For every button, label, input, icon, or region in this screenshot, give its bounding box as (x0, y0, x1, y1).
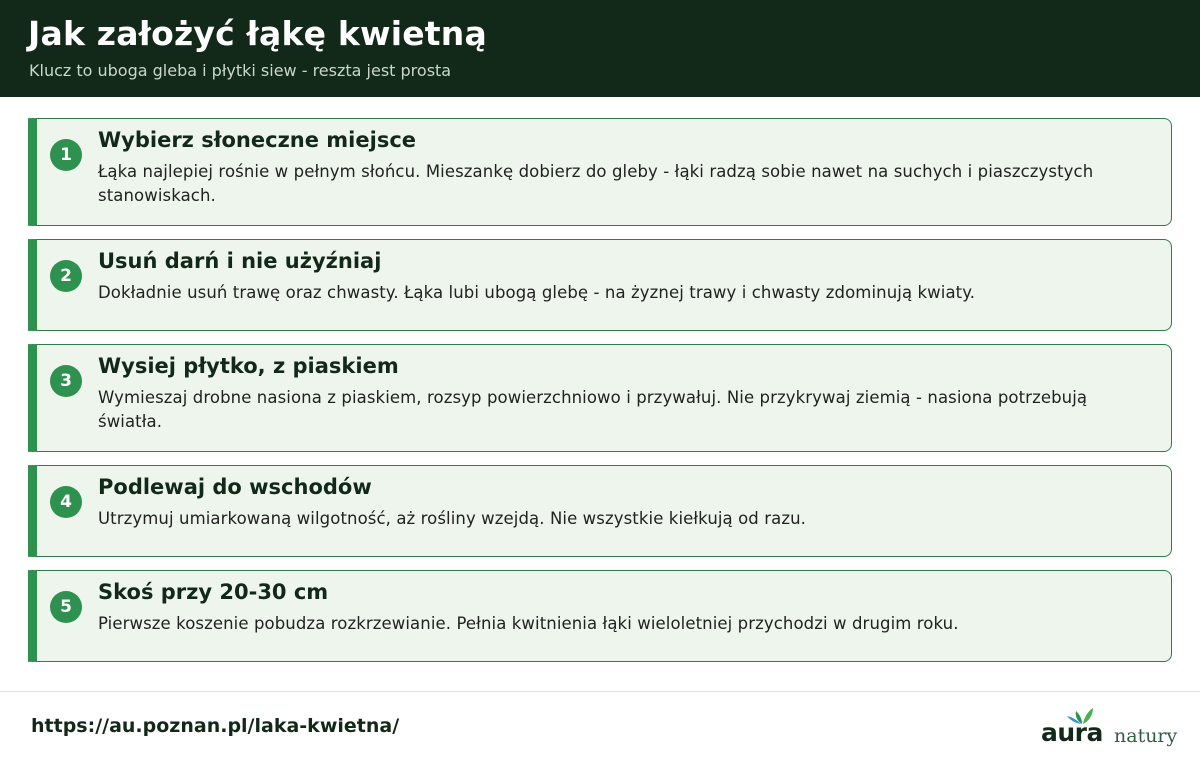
step-description: Łąka najlepiej rośnie w pełnym słońcu. Mieszankę dobierz do gleby - łąki radzą sobie nawet na suchych i piaszczystych stanowiskach. (98, 162, 1094, 205)
step-card-5 (28, 570, 1172, 662)
step-description: Utrzymuj umiarkowaną wilgotność, aż rośliny wzejdą. Nie wszystkie kiełkują od razu. (98, 509, 806, 528)
logo-brand-text: aura (1041, 718, 1103, 747)
step-description: Wymieszaj drobne nasiona z piaskiem, rozsyp powierzchniowo i przywałuj. Nie przykrywaj ziemią - nasiona potrzebują światła. (98, 388, 1088, 431)
step-title: Usuń darń i nie użyźniaj (98, 249, 382, 273)
logo-tagline-text: natury (1114, 725, 1178, 747)
step-card-1 (28, 118, 1172, 226)
step-number-badge: 2 (50, 260, 82, 292)
step-description: Dokładnie usuń trawę oraz chwasty. Łąka lubi ubogą glebę - na żyznej trawy i chwasty zdominują kwiaty. (98, 283, 976, 302)
step-card-3 (28, 344, 1172, 452)
step-title: Skoś przy 20-30 cm (98, 580, 329, 604)
page-subtitle: Klucz to uboga gleba i płytki siew - reszta jest prosta (29, 61, 452, 80)
footer-divider (0, 691, 1200, 692)
step-title: Wybierz słoneczne miejsce (98, 128, 417, 152)
aura-natury-logo (1040, 706, 1180, 754)
step-number-badge: 1 (50, 139, 82, 171)
page-header (0, 0, 1200, 97)
source-link[interactable]: https://au.poznan.pl/laka-kwietna/ (31, 715, 400, 737)
step-title: Podlewaj do wschodów (98, 475, 372, 499)
step-number-badge: 4 (50, 486, 82, 518)
page-title: Jak założyć łąkę kwietną (28, 14, 487, 53)
step-card-4 (28, 465, 1172, 557)
step-number-badge: 5 (50, 591, 82, 623)
step-number-badge: 3 (50, 365, 82, 397)
step-card-2 (28, 239, 1172, 331)
step-title: Wysiej płytko, z piaskiem (98, 354, 399, 378)
step-description: Pierwsze koszenie pobudza rozkrzewianie. Pełnia kwitnienia łąki wieloletniej przychodzi w drugim roku. (98, 614, 959, 633)
